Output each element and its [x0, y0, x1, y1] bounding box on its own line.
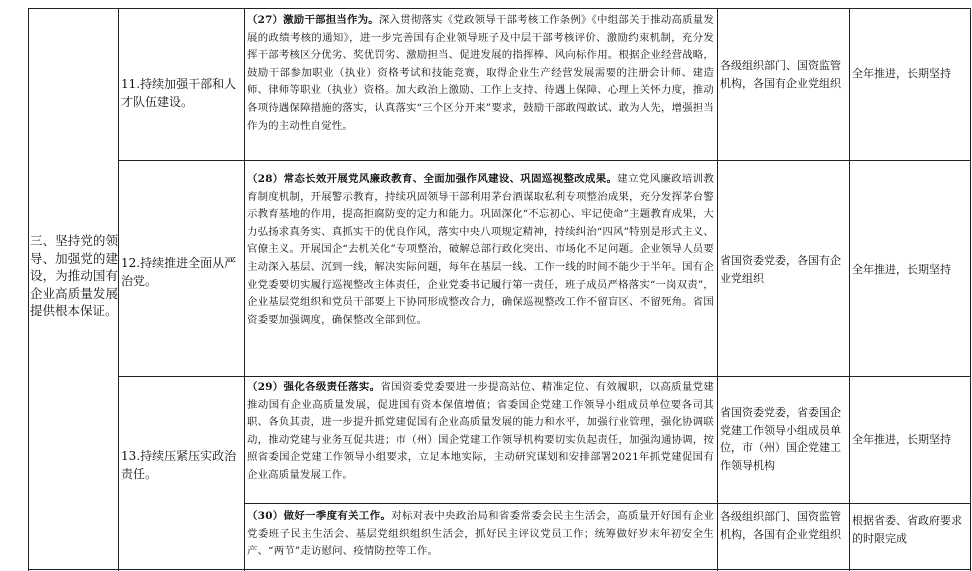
timeline: 全年推进，长期坚持	[852, 433, 951, 446]
table-border-top	[28, 8, 971, 9]
responsible-units: 各级组织部门、国资监管机构，各国有企业党组织	[720, 510, 841, 541]
measure-title: （29）强化各级责任落实。	[247, 381, 381, 393]
measure-title: （27）激励干部担当作为。	[247, 14, 379, 26]
measure-title: （30）做好一季度有关工作。	[247, 510, 392, 522]
table-column-divider	[118, 8, 119, 571]
table-column-divider	[717, 8, 718, 571]
table-border-bottom	[28, 569, 971, 570]
measure-body: 省国资委党委要进一步提高站位、精准定位、有效履职，以高质量党建推动国有企业高质量发展，促进国有资本保值增值；省委国企党建工作领导小组成员单位要各司其职、各负其责，进一步提升抓党建促国有企业高质量发展的能力和水平，加强行业管理，强化协调联动，推动党建与业务互促共进；市（州）国企党建工作领导机构要切实负起责任，加强沟通协调，按照省委国企党建工作领导小组要求，立足本地实际，主动研究谋划和安排部署2021年抓党建促国有企业高质量发展工作。	[247, 381, 714, 481]
timeline: 全年推进，长期坚持	[852, 67, 951, 80]
item-label: 11.持续加强干部和人才队伍建设。	[121, 77, 237, 109]
table-border-left	[28, 8, 29, 571]
timeline: 根据省委、省政府要求的时限完成	[852, 514, 962, 545]
table-row-divider	[118, 376, 971, 377]
item-label: 12.持续推进全面从严治党。	[121, 256, 237, 288]
responsible-units: 省国资委党委，省委国企党建工作领导小组成员单位，市（州）国企党建工作领导机构	[720, 406, 841, 472]
measure-text	[247, 12, 714, 135]
measure-body: 对标对表中央政治局和省委常委会民主生活会，高质量开好国有企业党委班子民主生活会、基层党组织组织生活会，抓好民主评议党员工作；统筹做好岁末年初安全生产、“两节”走访慰问、疫情防控等工作。	[247, 510, 714, 558]
table-row-divider	[244, 503, 971, 504]
measure-text	[247, 379, 714, 485]
measure-title: （28）常态长效开展党风廉政教育、全面加强作风建设、巩固巡视整改成果。	[247, 173, 618, 185]
timeline: 全年推进，长期坚持	[852, 263, 951, 276]
measure-body: 建立党风廉政培训教育制度机制，开展警示教育，持续巩固领导干部利用茅台酒谋取私利专项整治成果，充分发挥茅台警示教育基地的作用，提高拒腐防变的定力和能力。巩固深化“不忘初心、牢记使命”主题教育成果，大力弘扬求真务实、真抓实干的优良作风，落实中央八项规定精神，持续纠治“四风”特别是形式主义、官僚主义。开展国企“去机关化”专项整治，破解总部行政化突出、市场化不足问题。企业领导人员要主动深入基层、沉到一线，解决实际问题，每年在基层一线、工作一线的时间不能少于半年。国有企业党委要切实履行巡视整改主体责任，企业党委书记履行第一责任，班子成员严格落实“一岗双责”，企业基层党组织和党员干部要上下协同形成整改合力，确保巡视整改工作不留盲区、不留死角。省国资委要加强调度，确保整改全部到位。	[247, 173, 714, 326]
section-label: 三、坚持党的领导、加强党的建设，为推动国有企业高质量发展提供根本保证。	[30, 233, 118, 318]
measure-text	[247, 171, 714, 329]
responsible-units: 各级组织部门、国资监管机构，各国有企业党组织	[720, 59, 841, 90]
table-column-divider	[849, 8, 850, 571]
measure-body: 深入贯彻落实《党政领导干部考核工作条例》《中组部关于推动高质量发展的政绩考核的通知》，进一步完善国有企业领导班子及中层干部考核评价、激励约束机制，充分发挥干部考核区分优劣、奖优罚劣、激励担当、促进发展的指挥棒、风向标作用。根据企业经营战略，鼓励干部参加职业（执业）资格考试和技能竞赛，取得企业生产经营发展需要的注册会计师、建造师、律师等职业（执业）资格。加大政治上激励、工作上支持、待遇上保障、心理上关怀力度，推动各项待遇保障措施的落实，认真落实“三个区分开来”要求，鼓励干部敢闯敢试、敢为人先，增强担当作为的主动性自觉性。	[247, 14, 714, 132]
item-label: 13.持续压紧压实政治责任。	[121, 449, 237, 481]
table-column-divider	[244, 8, 245, 571]
table-border-right	[970, 8, 971, 571]
table-row-divider	[118, 160, 971, 161]
responsible-units: 省国资委党委，各国有企业党组织	[720, 254, 841, 285]
measure-text	[247, 508, 714, 561]
